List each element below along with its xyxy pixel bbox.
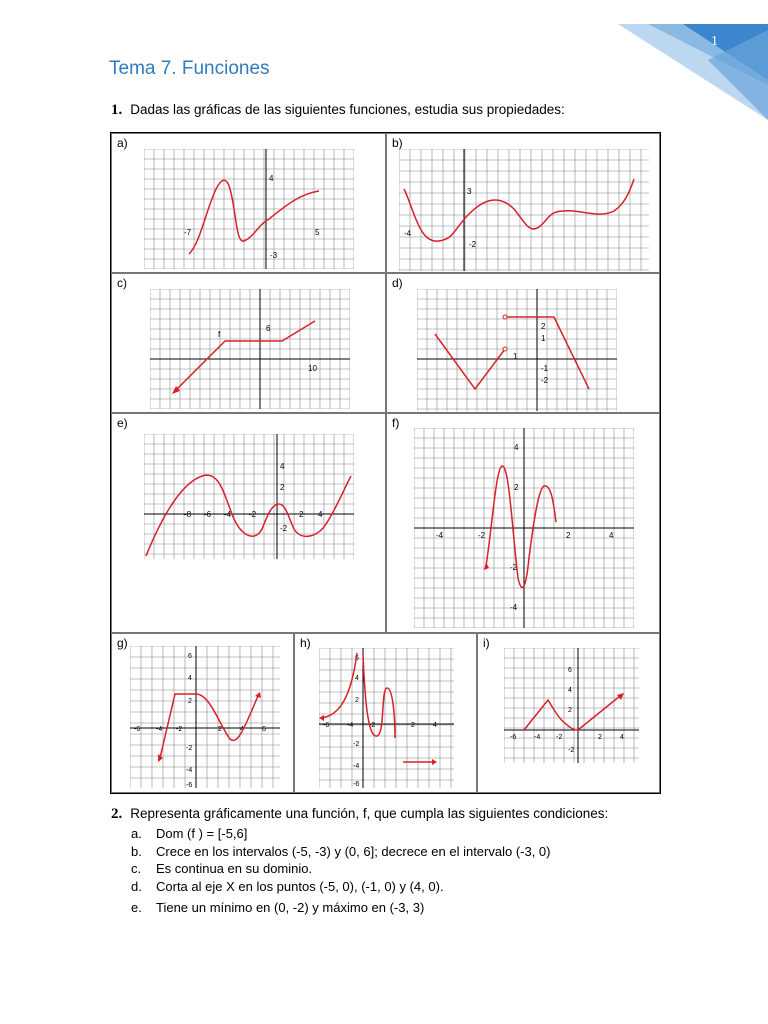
graph-g-tick-11: -6 (186, 782, 193, 788)
question-2-items (131, 826, 551, 918)
graph-e-tick-4: -4 (224, 510, 232, 519)
graph-g-label: g) (117, 636, 128, 650)
graph-c-tick-1: 6 (266, 324, 271, 333)
graph-c-tick-0: f (218, 330, 221, 339)
graph-d-tick-3: -1 (541, 364, 549, 373)
graph-h-label: h) (300, 636, 311, 650)
graph-c (111, 273, 386, 413)
graph-i-tick-8: -2 (568, 747, 575, 754)
graph-b-label: b) (392, 136, 403, 150)
graph-b (386, 133, 660, 273)
graph-d-tick-1: 1 (541, 334, 546, 343)
question-1-number: 1. (111, 102, 123, 118)
graph-a-label: a) (117, 136, 128, 150)
page-number: 1 (711, 34, 718, 49)
graph-i-tick-0: 6 (568, 667, 572, 674)
question-1-text: Dadas las gráficas de las siguientes funciones, estudia sus propiedades: (130, 102, 565, 117)
item-c (131, 861, 551, 879)
item-c-label: c. (131, 861, 142, 876)
graph-b-plot (399, 149, 649, 271)
graph-h-plot (319, 648, 454, 788)
graph-g-tick-5: -2 (176, 726, 183, 733)
item-b-text: Crece en los intervalos (-5, -3) y (0, 6]; decrece en el intervalo (-3, 0) (156, 843, 551, 859)
graph-b-tick-2: -2 (469, 240, 477, 249)
graph-a-plot (144, 149, 354, 269)
item-a-text: Dom (f ) = [-5,6] (156, 826, 248, 841)
item-e (131, 900, 551, 918)
graph-h-tick-7: 4 (433, 722, 437, 729)
graph-f-plot (414, 428, 634, 628)
graph-g-tick-6: 2 (218, 726, 222, 733)
graph-h-tick-4: -4 (347, 722, 354, 729)
graph-g (111, 633, 294, 793)
graph-d-tick-4: -2 (541, 376, 549, 385)
graph-c-curve (175, 321, 315, 391)
question-2-text: Representa gráficamente una función, f, que cumpla las siguientes condiciones: (130, 806, 609, 821)
graph-e-tick-3: -6 (204, 510, 212, 519)
graph-g-tick-3: -6 (134, 726, 141, 733)
graph-d-tick-0: 2 (541, 322, 546, 331)
graph-a-tick-1: -7 (184, 228, 192, 237)
graph-f (386, 413, 660, 633)
graph-h-tick-0: 6 (355, 655, 359, 662)
graph-h-tick-5: -2 (369, 722, 376, 729)
graph-d-curve-left (435, 334, 505, 389)
graph-i-tick-7: 4 (620, 734, 624, 741)
graph-h-curve-left (321, 653, 357, 718)
graph-e-tick-5: -2 (249, 510, 257, 519)
graph-i-tick-1: 4 (568, 687, 572, 694)
graph-h-tick-2: 2 (355, 697, 359, 704)
graph-h-tick-9: -4 (353, 763, 360, 770)
item-c-text: Es continua en su dominio. (156, 861, 313, 876)
graph-g-tick-0: 6 (188, 653, 192, 660)
graph-h-tick-10: -6 (353, 781, 360, 788)
graph-f-tick-6: -2 (510, 563, 518, 572)
graph-i-tick-2: 2 (568, 707, 572, 714)
graph-a-tick-3: 5 (315, 228, 320, 237)
graph-g-tick-7: 4 (240, 726, 244, 733)
graph-g-plot (130, 646, 280, 788)
graph-f-curve (486, 466, 556, 588)
graph-e-tick-1: 2 (280, 483, 285, 492)
graph-g-tick-1: 4 (188, 675, 192, 682)
graph-c-tick-2: 10 (308, 364, 317, 373)
graph-f-tick-4: 2 (566, 531, 571, 540)
graph-i-tick-3: -6 (510, 734, 517, 741)
graph-d (386, 273, 660, 413)
graph-i-tick-4: -4 (534, 734, 541, 741)
graph-h-tick-1: 4 (355, 675, 359, 682)
graph-f-label: f) (392, 416, 400, 430)
graph-h-tick-3: -6 (323, 722, 330, 729)
graph-g-tick-10: -4 (186, 767, 193, 774)
graph-h (294, 633, 477, 793)
graph-f-tick-0: 4 (514, 443, 519, 452)
graph-g-tick-2: 2 (188, 698, 192, 705)
graph-a-tick-2: -3 (270, 251, 278, 260)
graph-e-tick-2: -8 (184, 510, 192, 519)
item-d-text: Corta al eje X en los puntos (-5, 0), (-1, 0) y (4, 0). (156, 878, 444, 894)
graph-a (111, 133, 386, 273)
graph-f-tick-7: -4 (510, 603, 518, 612)
item-e-label: e. (131, 900, 142, 915)
graph-e-tick-6: 2 (299, 510, 304, 519)
graph-i-plot (504, 648, 639, 763)
graph-f-tick-1: 2 (514, 483, 519, 492)
graph-c-plot (150, 289, 350, 409)
page-title: Tema 7. Funciones (109, 58, 270, 79)
graph-b-curve (404, 179, 634, 241)
graph-i-label: i) (483, 636, 490, 650)
graph-c-label: c) (117, 276, 127, 290)
graph-i-tick-6: 2 (598, 734, 602, 741)
item-a-label: a. (131, 826, 142, 841)
graphs-panel (110, 132, 661, 794)
question-1 (111, 102, 565, 119)
graph-e-tick-0: 4 (280, 462, 285, 471)
graph-f-tick-2: -4 (436, 531, 444, 540)
graph-e-tick-7: 4 (318, 510, 323, 519)
graph-i-tick-5: -2 (556, 734, 563, 741)
graph-i (477, 633, 660, 793)
question-2-number: 2. (111, 806, 123, 822)
graph-g-tick-9: -2 (186, 745, 193, 752)
graph-d-plot (417, 289, 617, 411)
question-2 (111, 806, 608, 823)
graph-e-tick-8: -2 (280, 524, 288, 533)
graph-g-tick-4: -4 (156, 726, 163, 733)
graph-e-label: e) (117, 416, 128, 430)
graph-h-tick-6: 2 (411, 722, 415, 729)
corner-decoration (588, 0, 768, 130)
graph-f-tick-3: -2 (478, 531, 486, 540)
item-a (131, 826, 551, 844)
item-d (131, 879, 551, 897)
graph-i-curve (524, 696, 620, 730)
item-b (131, 844, 551, 862)
graph-a-tick-0: 4 (269, 174, 274, 183)
graph-e-plot (144, 434, 354, 559)
graph-h-tick-8: -2 (353, 741, 360, 748)
graph-e (111, 413, 386, 633)
graph-d-tick-2: 1 (513, 352, 518, 361)
graph-b-tick-0: 3 (467, 187, 472, 196)
graph-g-tick-8: 6 (262, 726, 266, 733)
item-b-label: b. (131, 843, 142, 859)
graph-b-tick-1: -4 (404, 229, 412, 238)
item-d-label: d. (131, 878, 142, 894)
item-e-text: Tiene un mínimo en (0, -2) y máximo en (-3, 3) (156, 900, 425, 915)
graph-d-label: d) (392, 276, 403, 290)
graph-f-tick-5: 4 (609, 531, 614, 540)
